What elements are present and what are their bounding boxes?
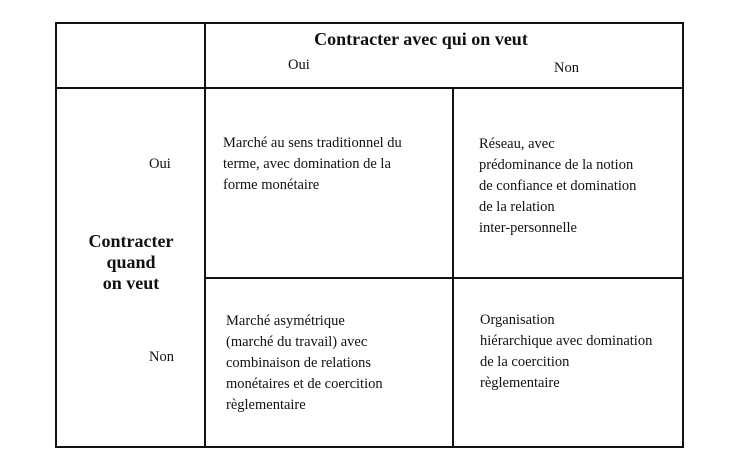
cell-line: inter-personnelle (479, 220, 577, 236)
column-header-oui: Oui (288, 57, 310, 73)
cell-line: forme monétaire (223, 177, 320, 193)
table-border-top (55, 22, 684, 24)
middle-column-divider (452, 87, 454, 448)
cell-line: monétaires et de coercition (226, 376, 383, 392)
cell-line: combinaison de relations (226, 355, 371, 371)
cell-line: de confiance et domination (479, 178, 637, 194)
side-header-title (70, 231, 192, 294)
cell-line: de la relation (479, 199, 555, 215)
cell-line: Marché au sens traditionnel du (223, 135, 402, 151)
cell-line: règlementaire (226, 397, 306, 413)
side-header-line-3: on veut (102, 273, 160, 293)
column-header-non: Non (554, 60, 579, 76)
cell-line: (marché du travail) avec (226, 334, 368, 350)
cell-non-oui (226, 311, 383, 416)
table-border-bottom (55, 446, 684, 448)
table-border-left (55, 22, 57, 448)
cell-line: Marché asymétrique (226, 313, 345, 329)
side-header-line-1: Contracter (88, 231, 174, 251)
cell-line: terme, avec domination de la (223, 156, 391, 172)
cell-oui-non (479, 134, 636, 239)
cell-line: Réseau, avec (479, 136, 555, 152)
cell-line: de la coercition (480, 354, 570, 370)
table-border-right (682, 22, 684, 448)
cell-line: hiérarchique avec domination (480, 333, 653, 349)
cell-line: prédominance de la notion (479, 157, 634, 173)
row-divider (205, 277, 684, 279)
row-header-oui: Oui (149, 156, 171, 172)
cell-line: Organisation (480, 312, 555, 328)
row-header-non: Non (149, 349, 174, 365)
top-header-title: Contracter avec qui on veut (314, 29, 528, 49)
cell-oui-oui (223, 133, 402, 196)
cell-line: règlementaire (480, 375, 560, 391)
header-divider (55, 87, 684, 89)
side-column-divider (204, 22, 206, 448)
cell-non-non (480, 310, 652, 394)
side-header-line-2: quand (106, 252, 156, 272)
